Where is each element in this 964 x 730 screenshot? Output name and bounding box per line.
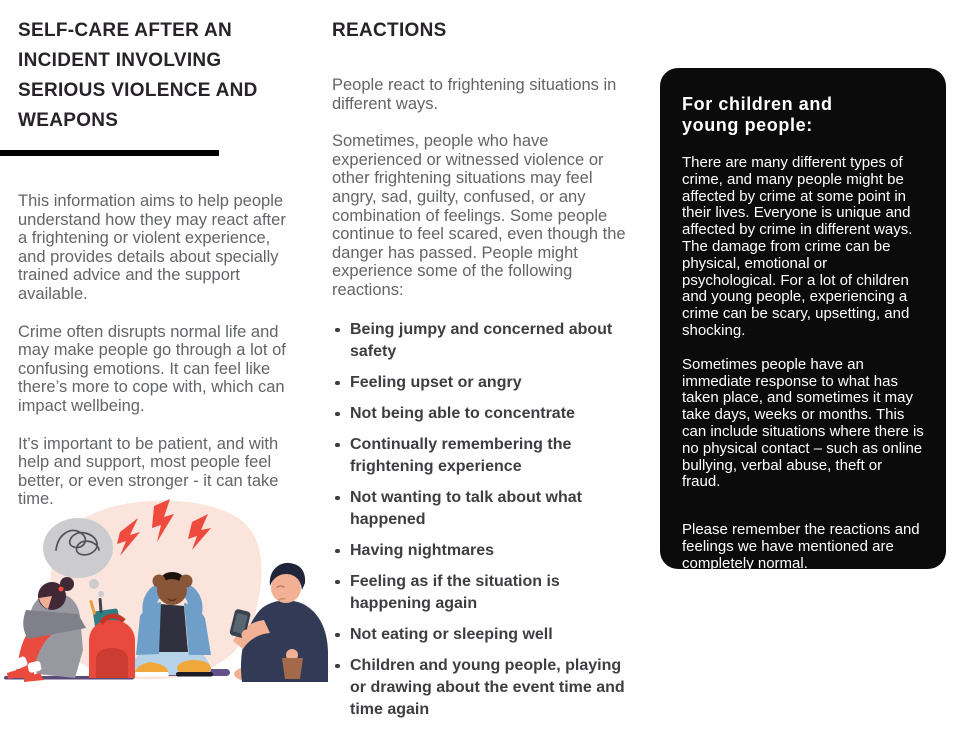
reaction-item	[332, 540, 626, 562]
reactions-section	[332, 16, 638, 730]
children-box-paragraph: Please remember the reactions and feelings we have mentioned are completely normal.	[682, 521, 920, 572]
reaction-item	[332, 571, 626, 615]
reaction-item-label: Feeling as if the situation is happening again	[350, 572, 560, 612]
reaction-item-label: Being jumpy and concerned about safety	[350, 320, 613, 360]
reactions-intro	[332, 76, 638, 300]
children-box-paragraph: There are many different types of crime, and many people might be affected by crime at some point in their lives. Everyone is unique and affected by crime in different ways. The damage from crime can be physical, emotional or psychological. For a lot of children and young people, experiencing a crime can be scary, upsetting, and shocking.	[682, 154, 913, 339]
reaction-item-label: Not wanting to talk about what happened	[350, 488, 582, 528]
reaction-item	[332, 624, 626, 646]
bullet-icon	[335, 381, 340, 386]
reactions-list	[332, 319, 638, 721]
reaction-item-label: Not being able to concentrate	[350, 404, 575, 422]
bullet-icon	[335, 412, 340, 417]
bullet-icon	[335, 496, 340, 501]
reaction-item	[332, 487, 626, 531]
bullet-icon	[335, 549, 340, 554]
bullet-icon	[335, 580, 340, 585]
reaction-item-label: Continually remembering the frightening experience	[350, 435, 572, 475]
reaction-item	[332, 655, 626, 721]
bullet-icon	[335, 328, 340, 333]
reaction-item-label: Feeling upset or angry	[350, 373, 522, 391]
children-young-people-box	[660, 68, 946, 572]
intro-paragraph: Crime often disrupts normal life and may make people go through a lot of confusing emotions. It can feel like there’s more to cope with, which can impact wellbeing.	[18, 322, 286, 415]
reactions-paragraph: Sometimes, people who have experienced or witnessed violence or other frightening situations may feel angry, sad, guilty, confused, or any combination of feelings. Some people continue to feel scared, even though the danger has passed. People might experience some of the following reactions:	[332, 132, 626, 299]
intro-text-block	[18, 192, 288, 528]
children-box-paragraph: Sometimes people have an immediate response to what has taken place, and sometimes it may take days, weeks or months. This can include situations where there is no physical contact – such as online bullying, verbal abuse, theft or fraud.	[682, 355, 924, 491]
bullet-icon	[335, 633, 340, 638]
reaction-item	[332, 434, 626, 478]
intro-paragraph: This information aims to help people understand how they may react after a frightening or violent experience, and provides details about specially trained advice and the support available.	[18, 192, 286, 303]
reaction-item-label: Not eating or sleeping well	[350, 625, 553, 643]
reaction-item-label: Children and young people, playing or drawing about the event time and time again	[350, 656, 625, 718]
reaction-item	[332, 403, 626, 425]
bullet-icon	[335, 443, 340, 448]
children-box-heading: For children and young people:	[682, 94, 833, 135]
intro-paragraph: It’s important to be patient, and with help and support, most people feel better, or even stronger - it can take time.	[18, 434, 279, 509]
reaction-item	[332, 319, 626, 363]
reactions-heading: REACTIONS	[332, 20, 447, 41]
reactions-paragraph: People react to frightening situations in different ways.	[332, 76, 617, 113]
reaction-item-label: Having nightmares	[350, 541, 495, 559]
page-title: SELF-CARE AFTER AN INCIDENT INVOLVING SERIOUS VIOLENCE AND WEAPONS	[18, 20, 258, 131]
bullet-icon	[335, 664, 340, 669]
title-underline-rule	[0, 150, 219, 156]
reaction-item	[332, 372, 626, 394]
distressed-people-illustration	[2, 492, 347, 682]
